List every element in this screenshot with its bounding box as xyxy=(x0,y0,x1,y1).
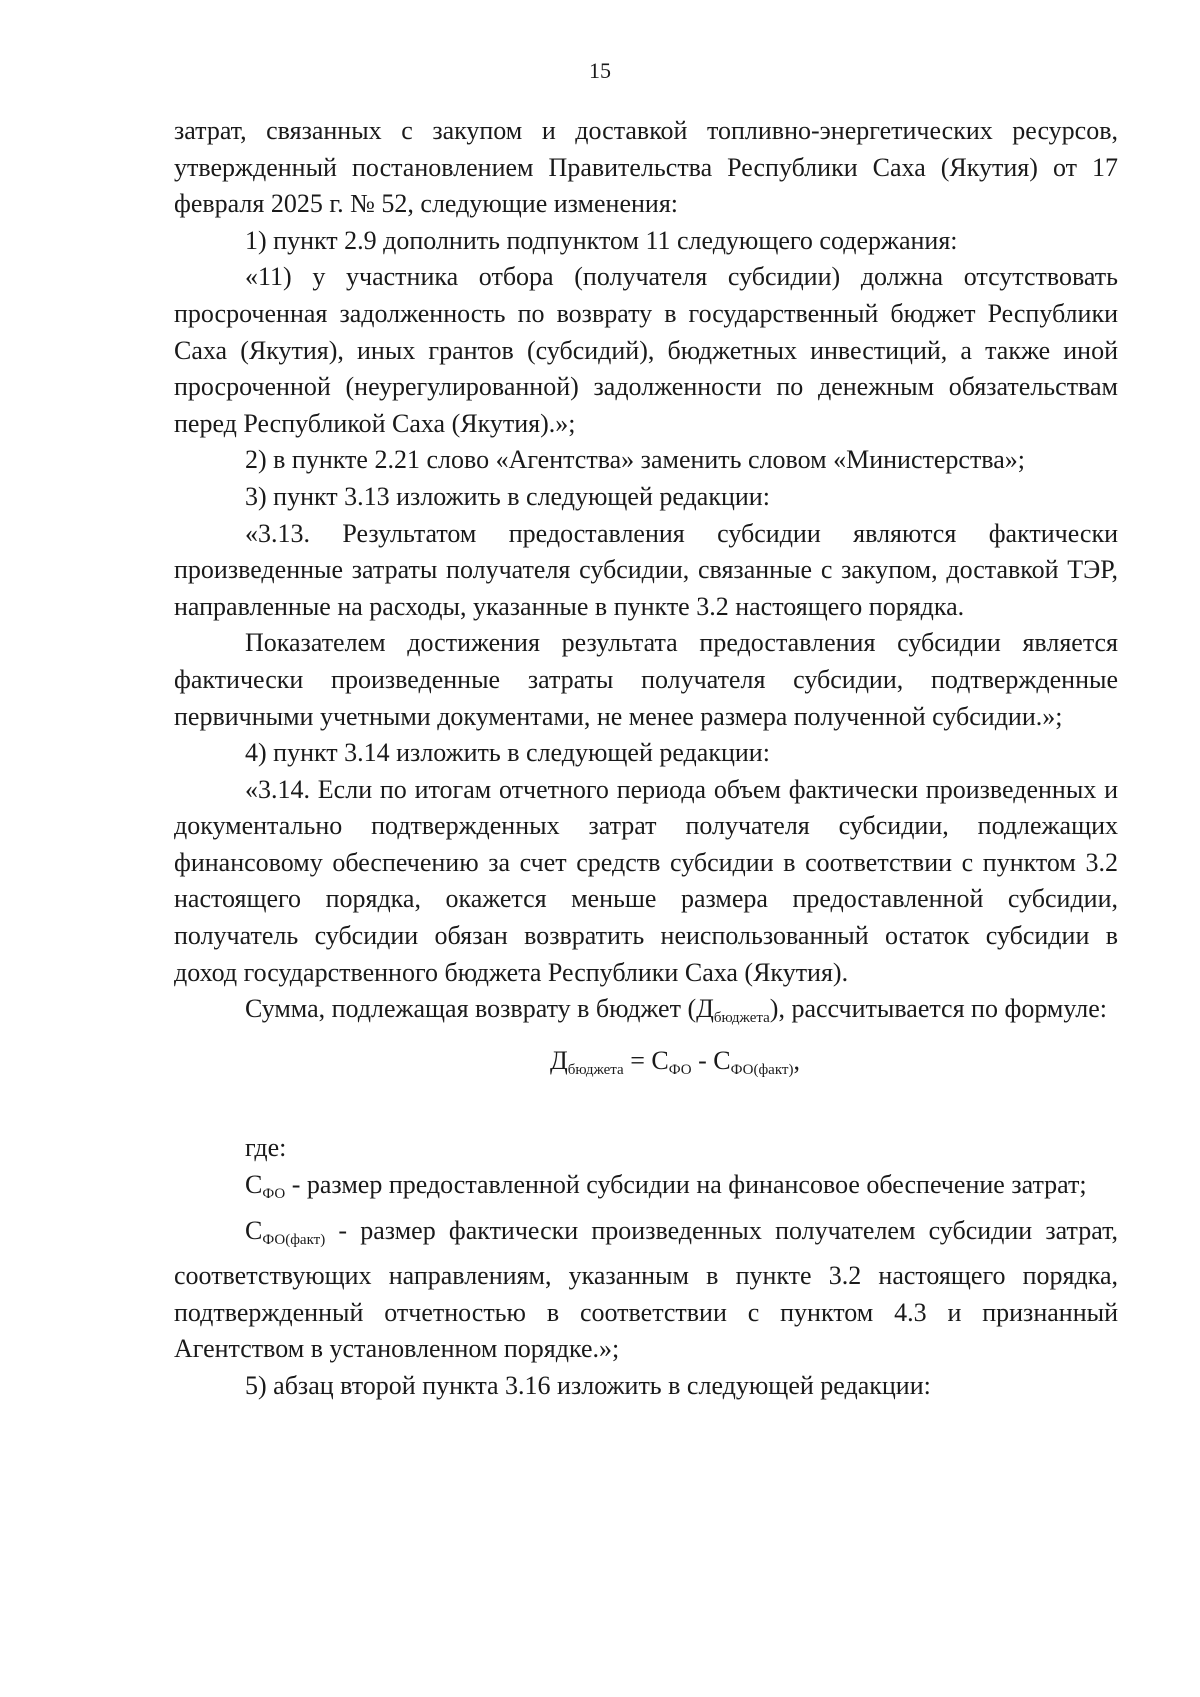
definition-sfofact-subscript: ФО(факт) xyxy=(262,1231,326,1248)
definition-sfo-text: - размер предоставленной субсидии на финансовое обеспечение затрат; xyxy=(285,1170,1087,1200)
paragraph-indicator: Показателем достижения результата предоставления субсидии является фактически произведенные затраты получателя субсидии, подтвержденные первичными учетными документами, не менее размера полученной субсидии.»; xyxy=(174,628,1118,731)
paragraph-subitem-11: «11) у участника отбора (получателя субсидии) должна отсутствовать просроченная задолженность по возврату в государственный бюджет Республики Саха (Якутия), иных грантов (субсидий), бюджетных инвестиций, а также иной просроченной (неурегулированной) задолженности по денежным обязательствам перед Республикой Саха (Якутия).»; xyxy=(174,262,1118,438)
definition-sfofact-symbol: С xyxy=(245,1215,263,1245)
formula-d: Д xyxy=(550,1045,568,1075)
definition-sfo-symbol: С xyxy=(245,1170,263,1200)
return-sum-subscript: бюджета xyxy=(713,1010,770,1027)
paragraph-clause-3-13: «3.13. Результатом предоставления субсидии являются фактически произведенные затраты получателя субсидии, связанные с закупом, доставкой ТЭР, направленные на расходы, указанные в пункте 3.2 настоящего порядка. xyxy=(174,518,1118,621)
paragraph-clause-3-14: «3.14. Если по итогам отчетного периода объем фактически произведенных и документально подтвержденных затрат получателя субсидии, подлежащих финансовому обеспечению за счет средств субсидии в соответствии с пунктом 3.2 настоящего порядка, окажется меньше размера предоставленной субсидии, получатель субсидии обязан возвратить неиспользованный остаток субсидии в доход государственного бюджета Республики Саха (Якутия). xyxy=(174,774,1118,987)
return-sum-text-start: Сумма, подлежащая возврату в бюджет (Д xyxy=(245,994,714,1024)
formula-equals: = С xyxy=(623,1045,669,1075)
formula-d-subscript: бюджета xyxy=(567,1061,624,1078)
paragraph-item-2: 2) в пункте 2.21 слово «Агентства» заменить словом «Министерства»; xyxy=(245,445,1025,475)
paragraph-item-5: 5) абзац второй пункта 3.16 изложить в следующей редакции: xyxy=(245,1371,931,1400)
paragraph-item-1: 1) пункт 2.9 дополнить подпунктом 11 следующего содержания: xyxy=(245,225,958,255)
page-number: 15 xyxy=(589,58,611,83)
paragraph-return-sum xyxy=(174,991,1118,1037)
paragraph-item-3: 3) пункт 3.13 изложить в следующей редакции: xyxy=(245,481,770,511)
definition-sfo-subscript: ФО xyxy=(262,1186,286,1203)
formula-sfofact-subscript: ФО(факт) xyxy=(730,1061,794,1078)
return-sum-text-end: ), рассчитывается по формуле: xyxy=(769,994,1107,1024)
paragraph-definition-sfo xyxy=(174,1167,1118,1213)
formula-minus: - С xyxy=(691,1045,731,1075)
definition-sfofact-text: - размер фактически произведенных получателем субсидии затрат, соответствующих направлениям, указанным в пункте 3.2 настоящего порядка, подтвержденный отчетностью в соответствии с пунктом 4.3 и признанный Агентством в установленном порядке.»; xyxy=(174,1215,1118,1364)
paragraph-where: где: xyxy=(245,1133,287,1163)
formula-sfo-subscript: ФО xyxy=(668,1061,692,1078)
formula xyxy=(174,1043,1118,1089)
paragraph-definition-sfofact xyxy=(174,1213,1118,1368)
formula-tail: , xyxy=(793,1045,800,1075)
document-body xyxy=(174,113,1118,1405)
paragraph-item-4: 4) пункт 3.14 изложить в следующей редакции: xyxy=(245,738,770,768)
paragraph-intro: затрат, связанных с закупом и доставкой топливно-энергетических ресурсов, утвержденный постановлением Правительства Республики Саха (Якутия) от 17 февраля 2025 г. № 52, следующие изменения: xyxy=(174,116,1118,219)
